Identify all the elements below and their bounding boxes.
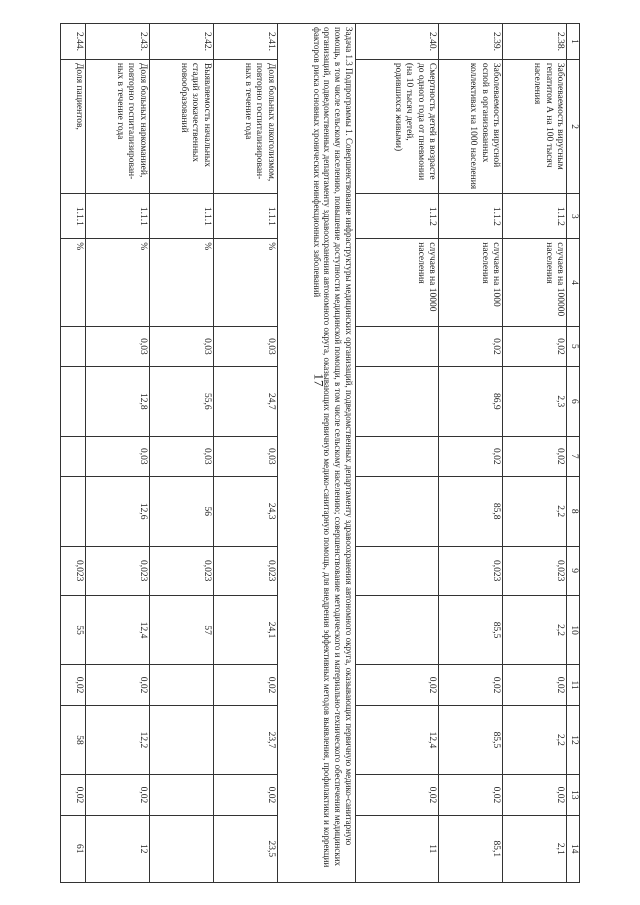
table-cell <box>61 366 86 436</box>
table-cell: 2,2 <box>503 705 567 775</box>
table-cell: 2,1 <box>503 815 567 882</box>
header-cell: 3 <box>567 193 580 238</box>
table-cell <box>149 664 213 704</box>
table-cell: 0,02 <box>213 664 277 704</box>
table-cell: 0,02 <box>85 664 149 704</box>
table-cell: 0,023 <box>439 546 503 595</box>
indicators-table <box>60 23 580 883</box>
table-cell: 1.1.1 <box>61 193 86 238</box>
table-cell: Смертность детей в возрасте до одного года от пневмонии (на 10 тысяч детей, родившихся живыми) <box>355 59 439 194</box>
table-cell: 1.1.1 <box>85 193 149 238</box>
table-cell <box>355 546 439 595</box>
table-cell: 0,02 <box>503 436 567 476</box>
table-cell: 0,02 <box>439 774 503 814</box>
table-cell: 0,03 <box>213 436 277 476</box>
table-cell <box>355 366 439 436</box>
table-cell: Заболеваемость вирусной оспой в организованных коллективах на 1000 населения <box>439 59 503 194</box>
page-number: 17 <box>311 373 327 387</box>
table-cell: 2,3 <box>503 366 567 436</box>
table-row <box>503 23 567 882</box>
table-cell: 2.42. <box>149 23 213 59</box>
table-cell: 24,3 <box>213 476 277 546</box>
table-cell: 0,023 <box>213 546 277 595</box>
table-cell: 23,5 <box>213 815 277 882</box>
header-cell: 7 <box>567 436 580 476</box>
header-cell: 2 <box>567 59 580 194</box>
header-cell: 5 <box>567 326 580 366</box>
task-row <box>277 23 355 882</box>
table-cell: % <box>149 238 213 325</box>
table-cell: % <box>85 238 149 325</box>
table-cell: 0,023 <box>149 546 213 595</box>
header-cell: 1 <box>567 23 580 59</box>
table-cell: 55,6 <box>149 366 213 436</box>
table-cell: 55 <box>61 595 86 665</box>
table-cell: 0,02 <box>439 436 503 476</box>
table-cell <box>149 815 213 882</box>
table-cell: 0,02 <box>355 774 439 814</box>
table-cell <box>149 774 213 814</box>
table-cell: 1.1.2 <box>503 193 567 238</box>
table-cell: 12 <box>85 815 149 882</box>
table-cell: Доля больных наркоманией, повторно госпитализирован-ных в течение года <box>85 59 149 194</box>
table-cell: 1.1.1 <box>149 193 213 238</box>
table-cell <box>355 595 439 665</box>
table-cell: 0,02 <box>213 774 277 814</box>
table-cell: 2.39. <box>439 23 503 59</box>
header-cell: 14 <box>567 815 580 882</box>
table-cell: 2.41. <box>213 23 277 59</box>
table-cell: 85,5 <box>439 595 503 665</box>
table-cell: 24,7 <box>213 366 277 436</box>
header-cell: 13 <box>567 774 580 814</box>
table-cell: 86,9 <box>439 366 503 436</box>
table-row <box>149 23 213 882</box>
table-cell: 2,2 <box>503 476 567 546</box>
header-cell: 12 <box>567 705 580 775</box>
table-cell: случаев на 1000 населения <box>439 238 503 325</box>
table-cell: 57 <box>149 595 213 665</box>
table-cell: 0,02 <box>439 664 503 704</box>
task-description: Задача 1.3 Подпрограммы 1. Совершенствование инфраструктуры медицинских организаций, подведомственных департаменту здравоохранения автономного округа, оказывающих первичную медико-санитарную помощь, в том числе сельскому населению, повышение доступности медицинской помощи, в том числе сельскому населению; совершенствование методического и материально-технического обеспечения медицинских организаций, подведомственных департаменту здравоохранения автономного округа, оказывающих первичную медико-санитарную помощь, для внедрения эффективных методов выявления, профилактики и коррекции факторов риска основных хронических неинфекционных заболеваний <box>277 23 355 882</box>
table-cell: 0,02 <box>503 326 567 366</box>
table-cell: 0,02 <box>61 664 86 704</box>
table-cell: 0,023 <box>85 546 149 595</box>
header-cell: 4 <box>567 238 580 325</box>
table-cell: 85,8 <box>439 476 503 546</box>
table-cell: 0,02 <box>439 326 503 366</box>
table-cell: % <box>61 238 86 325</box>
table-cell: 56 <box>149 476 213 546</box>
table-cell: 85,5 <box>439 705 503 775</box>
table-cell <box>61 326 86 366</box>
table-row <box>85 23 149 882</box>
table-cell: 1.1.2 <box>355 193 439 238</box>
table-cell: 0,023 <box>503 546 567 595</box>
table-cell: 2.44. <box>61 23 86 59</box>
table-cell: 85,1 <box>439 815 503 882</box>
table-row <box>439 23 503 882</box>
table-cell: 1.1.2 <box>439 193 503 238</box>
table-cell: 12,4 <box>85 595 149 665</box>
table-cell <box>61 476 86 546</box>
table-cell: 61 <box>61 815 86 882</box>
table-cell: 0,03 <box>213 326 277 366</box>
rotated-page <box>60 23 580 883</box>
header-cell: 11 <box>567 664 580 704</box>
header-cell: 10 <box>567 595 580 665</box>
table-row <box>61 23 86 882</box>
table-cell: 2.40. <box>355 23 439 59</box>
table-cell: Заболеваемость вирусным гепатитом А на 100 тысяч населения <box>503 59 567 194</box>
table-cell: 0,03 <box>85 436 149 476</box>
table-cell: 0,03 <box>85 326 149 366</box>
table-cell <box>61 436 86 476</box>
header-cell: 9 <box>567 546 580 595</box>
table-cell: 0,023 <box>61 546 86 595</box>
header-cell: 8 <box>567 476 580 546</box>
table-cell: 1.1.1 <box>213 193 277 238</box>
table-cell: случаев на 100000 населения <box>503 238 567 325</box>
header-row <box>567 23 580 882</box>
table-cell: случаев на 10000 населения <box>355 238 439 325</box>
table-cell <box>149 705 213 775</box>
table-row <box>213 23 277 882</box>
header-cell: 6 <box>567 366 580 436</box>
table-cell: 11 <box>355 815 439 882</box>
table-cell <box>355 326 439 366</box>
table-cell: 12,4 <box>355 705 439 775</box>
table-cell: 0,02 <box>61 774 86 814</box>
table-cell: Выявляемость начальных стадий злокачественных новообразований <box>149 59 213 194</box>
table-cell <box>355 436 439 476</box>
table-cell: 2.38. <box>503 23 567 59</box>
table-cell: 2,2 <box>503 595 567 665</box>
table-cell: 0,03 <box>149 326 213 366</box>
table-cell: 0,02 <box>355 664 439 704</box>
table-cell: 0,03 <box>149 436 213 476</box>
table-cell: Доля пациентов, <box>61 59 86 194</box>
table-cell: 58 <box>61 705 86 775</box>
table-row <box>355 23 439 882</box>
table-cell: 12,6 <box>85 476 149 546</box>
table-cell: 24,1 <box>213 595 277 665</box>
table-cell: 0,02 <box>503 774 567 814</box>
table-cell: 2.43. <box>85 23 149 59</box>
table-cell: 12,2 <box>85 705 149 775</box>
table-cell: 23,7 <box>213 705 277 775</box>
table-cell: Доля больных алкоголизмом, повторно госпитализирован-ных в течение года <box>213 59 277 194</box>
table-cell: 12,8 <box>85 366 149 436</box>
table-cell: 0,02 <box>503 664 567 704</box>
table-cell <box>355 476 439 546</box>
table-cell: % <box>213 238 277 325</box>
table-cell: 0,02 <box>85 774 149 814</box>
